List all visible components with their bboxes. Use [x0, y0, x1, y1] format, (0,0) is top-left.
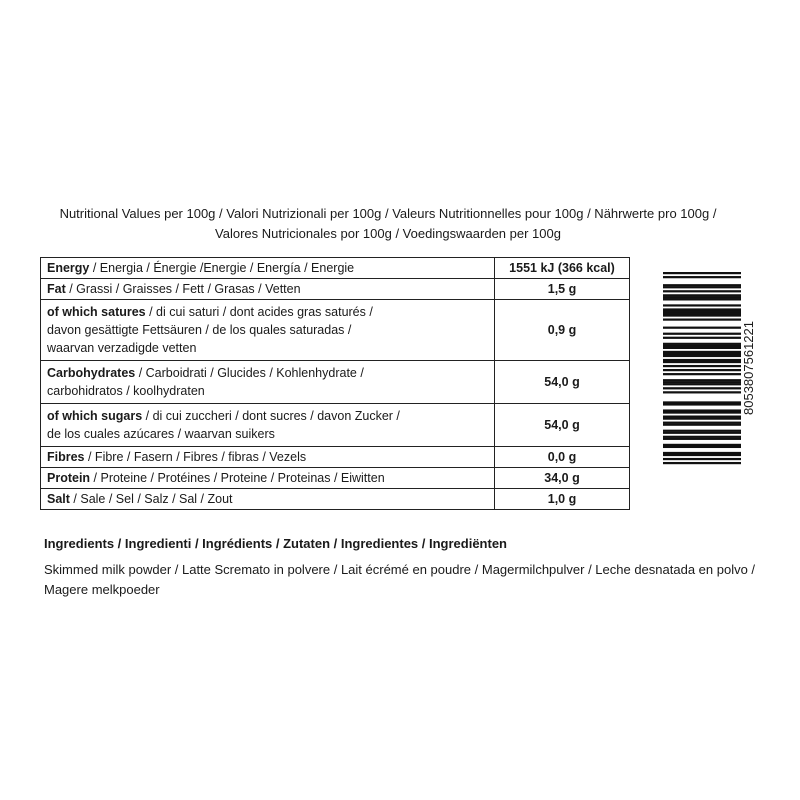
- barcode-bar: [663, 422, 741, 424]
- row-value: 54,0 g: [495, 361, 630, 404]
- nutrient-translations: davon gesättigte Fettsäuren / de los quales saturadas /: [47, 323, 352, 337]
- nutrition-table: [40, 257, 630, 510]
- nutrient-name: Carbohydrates: [47, 366, 136, 380]
- barcode-bar: [663, 298, 741, 300]
- barcode-bar: [663, 403, 741, 405]
- nutrient-name: Energy: [47, 261, 90, 275]
- barcode-bar: [663, 290, 741, 292]
- barcode-bar: [663, 296, 741, 298]
- barcode-bar: [663, 286, 741, 288]
- table-row-fibres: [41, 447, 630, 468]
- table-row-carbohydrates: [41, 361, 630, 404]
- row-label: [41, 404, 495, 447]
- nutrient-translations: carbohidratos / koolhydraten: [47, 384, 205, 398]
- row-label: [41, 300, 495, 361]
- barcode-bar: [663, 327, 741, 329]
- nutrient-translations: de los cuales azúcares / waarvan suikers: [47, 427, 275, 441]
- barcode-bar: [663, 310, 741, 312]
- barcode-bar: [663, 359, 741, 361]
- barcode-bar: [663, 387, 741, 389]
- nutrient-translations: / Fibre / Fasern / Fibres / fibras / Vezels: [84, 450, 307, 464]
- row-value: 1551 kJ (366 kcal): [495, 258, 630, 279]
- barcode-bar: [663, 458, 741, 460]
- barcode-bar: [663, 294, 741, 296]
- row-label: [41, 447, 495, 468]
- nutrition-heading: [0, 204, 776, 244]
- barcode-bar: [663, 314, 741, 316]
- barcode-bars: [663, 272, 741, 464]
- barcode-bar: [663, 462, 741, 464]
- barcode-bar: [663, 351, 741, 353]
- barcode-bar: [663, 383, 741, 385]
- barcode-bar: [663, 373, 741, 375]
- heading-line-1: Nutritional Values per 100g / Valori Nutrizionali per 100g / Valeurs Nutritionnelles pour 100g / Nährwerte pro 100g /: [59, 206, 717, 221]
- barcode-bar: [663, 430, 741, 432]
- barcode-bar: [663, 353, 741, 355]
- row-label: [41, 489, 495, 510]
- barcode-bar: [663, 444, 741, 446]
- row-value: 1,0 g: [495, 489, 630, 510]
- nutrient-name: of which satures: [47, 305, 146, 319]
- barcode-bar: [663, 454, 741, 456]
- nutrient-name: Fibres: [47, 450, 85, 464]
- table-row-protein: [41, 468, 630, 489]
- table-row-salt: [41, 489, 630, 510]
- barcode-bar: [663, 446, 741, 448]
- barcode-bar: [663, 343, 741, 345]
- table-row-saturates: [41, 300, 630, 361]
- barcode-bar: [663, 308, 741, 310]
- nutrient-translations: / Proteine / Protéines / Proteine / Proteinas / Eiwitten: [90, 471, 385, 485]
- barcode-bar: [663, 312, 741, 314]
- barcode-bar: [663, 347, 741, 349]
- barcode-bar: [663, 318, 741, 320]
- row-label: [41, 361, 495, 404]
- barcode-number: 8053807561221: [741, 321, 756, 415]
- barcode-bar: [663, 432, 741, 434]
- row-value: 0,9 g: [495, 300, 630, 361]
- barcode-bar: [663, 284, 741, 286]
- ingredients-text: Skimmed milk powder / Latte Scremato in polvere / Lait écrémé en poudre / Magermilchpulver / Leche desnatada en polvo / Magere melkpoeder: [44, 562, 756, 597]
- ingredients-title: Ingredients / Ingredienti / Ingrédients / Zutaten / Ingredientes / Ingrediënten: [44, 536, 507, 551]
- nutrient-translations: / di cui zuccheri / dont sucres / davon Zucker /: [142, 409, 400, 423]
- barcode-bar: [663, 361, 741, 363]
- barcode-bar: [663, 345, 741, 347]
- nutrient-name: Salt: [47, 492, 70, 506]
- nutrient-translations: / Energia / Énergie /Energie / Energía / Energie: [89, 261, 355, 275]
- barcode-bar: [663, 379, 741, 381]
- nutrient-translations: / di cui saturi / dont acides gras saturés /: [145, 305, 373, 319]
- row-value: 54,0 g: [495, 404, 630, 447]
- row-label: [41, 258, 495, 279]
- barcode-bar: [663, 409, 741, 411]
- barcode-bar: [663, 276, 741, 278]
- barcode-bar: [663, 333, 741, 335]
- nutrient-name: Protein: [47, 471, 91, 485]
- barcode-bar: [663, 411, 741, 413]
- barcode-bar: [663, 272, 741, 274]
- nutrient-name: of which sugars: [47, 409, 143, 423]
- barcode-bar: [663, 304, 741, 306]
- barcode-bar: [663, 355, 741, 357]
- barcode-bar: [663, 436, 741, 438]
- barcode-bar: [663, 438, 741, 440]
- row-value: 34,0 g: [495, 468, 630, 489]
- nutrient-translations: waarvan verzadigde vetten: [47, 341, 197, 355]
- table-row-energy: [41, 258, 630, 279]
- row-label: [41, 468, 495, 489]
- row-value: 1,5 g: [495, 279, 630, 300]
- row-value: 0,0 g: [495, 447, 630, 468]
- nutrient-name: Fat: [47, 282, 66, 296]
- barcode-bar: [663, 369, 741, 371]
- barcode-graphic: [663, 270, 758, 466]
- nutrient-translations: / Carboidrati / Glucides / Kohlenhydrate /: [135, 366, 364, 380]
- table-row-fat: [41, 279, 630, 300]
- barcode-bar: [663, 337, 741, 339]
- nutrient-translations: / Sale / Sel / Salz / Sal / Zout: [69, 492, 233, 506]
- barcode-bar: [663, 381, 741, 383]
- barcode-bar: [663, 401, 741, 403]
- barcode-bar: [663, 424, 741, 426]
- nutrient-translations: / Grassi / Graisses / Fett / Grasas / Vetten: [65, 282, 301, 296]
- barcode-bar: [663, 391, 741, 393]
- barcode: [663, 270, 758, 466]
- table-row-sugars: [41, 404, 630, 447]
- row-label: [41, 279, 495, 300]
- barcode-bar: [663, 365, 741, 367]
- barcode-bar: [663, 418, 741, 420]
- heading-line-2: Valores Nutricionales por 100g / Voedingswaarden per 100g: [215, 226, 561, 241]
- barcode-bar: [663, 452, 741, 454]
- barcode-bar: [663, 415, 741, 417]
